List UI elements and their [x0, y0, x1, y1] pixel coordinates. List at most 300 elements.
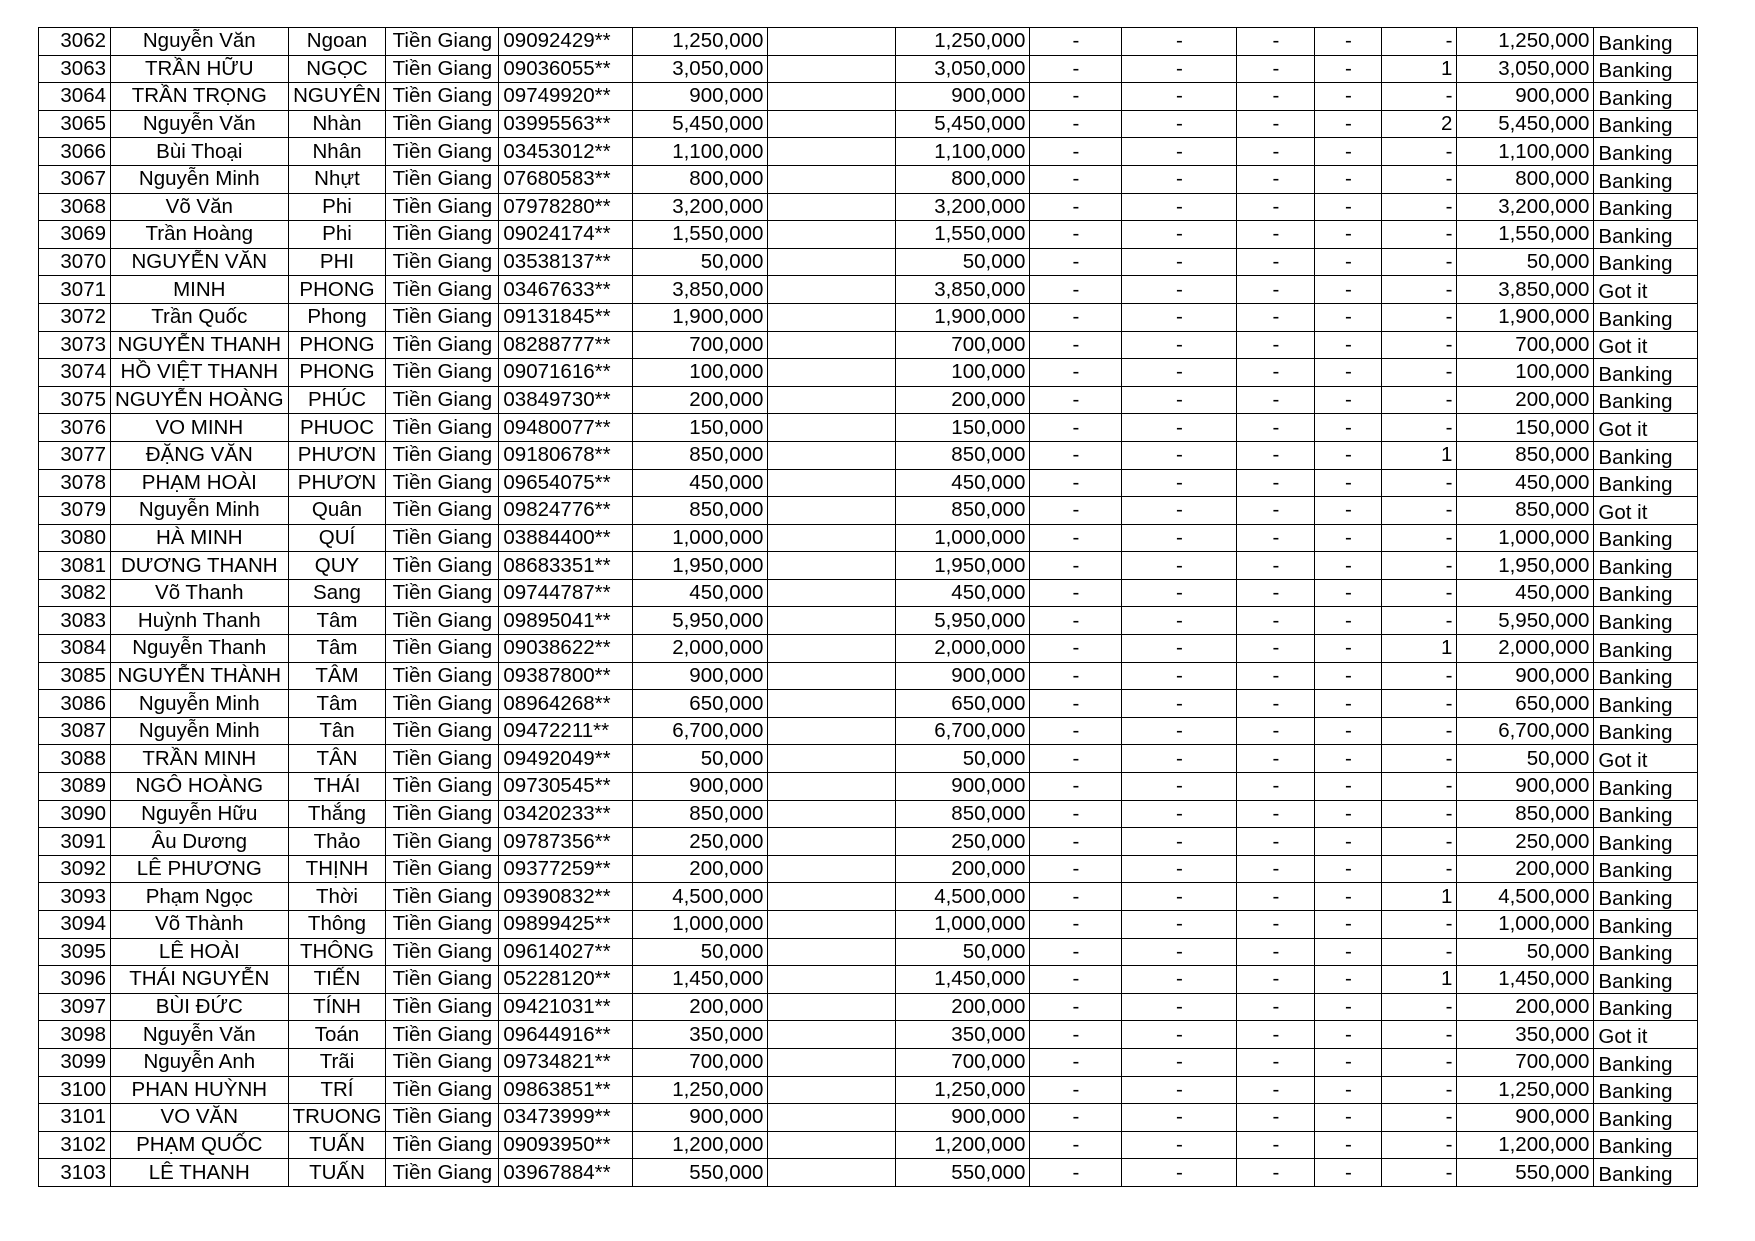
cell-given-name: Phi [288, 221, 386, 249]
cell-surname: NGÔ HOÀNG [111, 773, 289, 801]
table-row [39, 773, 1698, 801]
cell-col-d: - [1315, 386, 1382, 414]
cell-given-name: TRUONG [288, 1104, 386, 1132]
cell-amount-2: 900,000 [896, 773, 1030, 801]
cell-amount: 100,000 [633, 359, 768, 387]
cell-given-name: Toán [288, 1021, 386, 1049]
cell-col-c: - [1237, 497, 1315, 525]
cell-no: 3081 [39, 552, 111, 580]
cell-empty [768, 966, 896, 994]
cell-method: Banking [1594, 55, 1698, 83]
cell-province: Tiền Giang [386, 303, 499, 331]
cell-empty [768, 386, 896, 414]
cell-given-name: Tâm [288, 607, 386, 635]
cell-col-a: - [1030, 1159, 1122, 1187]
cell-method: Banking [1594, 855, 1698, 883]
cell-col-a: - [1030, 1131, 1122, 1159]
cell-phone: 09899425** [499, 911, 633, 939]
cell-amount-2: 900,000 [896, 83, 1030, 111]
cell-amount: 1,900,000 [633, 303, 768, 331]
table-row [39, 911, 1698, 939]
cell-method: Banking [1594, 303, 1698, 331]
cell-col-c: - [1237, 221, 1315, 249]
cell-method: Got it [1594, 497, 1698, 525]
cell-given-name: PHƯƠN [288, 469, 386, 497]
cell-col-b: - [1122, 1131, 1237, 1159]
cell-amount: 700,000 [633, 1048, 768, 1076]
cell-province: Tiền Giang [386, 193, 499, 221]
cell-surname: Võ Thành [111, 911, 289, 939]
cell-no: 3075 [39, 386, 111, 414]
cell-amount-2: 4,500,000 [896, 883, 1030, 911]
cell-count: - [1382, 911, 1457, 939]
cell-count: - [1382, 524, 1457, 552]
cell-amount: 5,950,000 [633, 607, 768, 635]
cell-no: 3068 [39, 193, 111, 221]
cell-col-d: - [1315, 690, 1382, 718]
cell-col-a: - [1030, 386, 1122, 414]
cell-col-b: - [1122, 221, 1237, 249]
cell-amount: 1,550,000 [633, 221, 768, 249]
cell-given-name: NGUYÊN [288, 83, 386, 111]
cell-count: - [1382, 1104, 1457, 1132]
cell-no: 3065 [39, 110, 111, 138]
cell-amount-2: 5,450,000 [896, 110, 1030, 138]
cell-surname: Nguyễn Anh [111, 1048, 289, 1076]
cell-method: Got it [1594, 1021, 1698, 1049]
cell-surname: TRẦN HỮU [111, 55, 289, 83]
cell-col-b: - [1122, 1048, 1237, 1076]
cell-col-d: - [1315, 110, 1382, 138]
cell-col-a: - [1030, 193, 1122, 221]
cell-total: 1,200,000 [1457, 1131, 1594, 1159]
cell-col-d: - [1315, 993, 1382, 1021]
cell-amount: 4,500,000 [633, 883, 768, 911]
cell-col-a: - [1030, 1021, 1122, 1049]
cell-col-b: - [1122, 993, 1237, 1021]
cell-surname: VO VĂN [111, 1104, 289, 1132]
cell-col-a: - [1030, 993, 1122, 1021]
cell-col-d: - [1315, 911, 1382, 939]
cell-phone: 09734821** [499, 1048, 633, 1076]
cell-phone: 09180678** [499, 441, 633, 469]
cell-col-a: - [1030, 441, 1122, 469]
cell-no: 3100 [39, 1076, 111, 1104]
cell-phone: 03884400** [499, 524, 633, 552]
cell-province: Tiền Giang [386, 607, 499, 635]
cell-col-b: - [1122, 83, 1237, 111]
cell-province: Tiền Giang [386, 690, 499, 718]
cell-empty [768, 469, 896, 497]
cell-given-name: QUY [288, 552, 386, 580]
cell-col-d: - [1315, 276, 1382, 304]
cell-province: Tiền Giang [386, 414, 499, 442]
table-row [39, 552, 1698, 580]
cell-surname: BÙI ĐỨC [111, 993, 289, 1021]
cell-col-b: - [1122, 635, 1237, 663]
cell-col-b: - [1122, 524, 1237, 552]
cell-count: 1 [1382, 966, 1457, 994]
cell-col-c: - [1237, 607, 1315, 635]
cell-method: Banking [1594, 221, 1698, 249]
cell-empty [768, 855, 896, 883]
cell-col-b: - [1122, 552, 1237, 580]
cell-col-d: - [1315, 1159, 1382, 1187]
cell-empty [768, 773, 896, 801]
cell-phone: 09390832** [499, 883, 633, 911]
cell-surname: Âu Dương [111, 828, 289, 856]
cell-no: 3086 [39, 690, 111, 718]
cell-amount: 900,000 [633, 1104, 768, 1132]
cell-empty [768, 497, 896, 525]
cell-col-a: - [1030, 745, 1122, 773]
cell-col-a: - [1030, 635, 1122, 663]
cell-count: - [1382, 662, 1457, 690]
cell-no: 3094 [39, 911, 111, 939]
cell-province: Tiền Giang [386, 497, 499, 525]
cell-total: 1,000,000 [1457, 911, 1594, 939]
cell-col-c: - [1237, 28, 1315, 56]
cell-no: 3073 [39, 331, 111, 359]
cell-phone: 08288777** [499, 331, 633, 359]
cell-count: - [1382, 773, 1457, 801]
cell-col-c: - [1237, 359, 1315, 387]
cell-col-c: - [1237, 828, 1315, 856]
cell-col-d: - [1315, 1048, 1382, 1076]
cell-phone: 09421031** [499, 993, 633, 1021]
cell-total: 850,000 [1457, 497, 1594, 525]
cell-col-b: - [1122, 193, 1237, 221]
cell-method: Banking [1594, 552, 1698, 580]
cell-col-c: - [1237, 717, 1315, 745]
cell-given-name: Ngoan [288, 28, 386, 56]
cell-amount-2: 2,000,000 [896, 635, 1030, 663]
cell-col-c: - [1237, 938, 1315, 966]
cell-method: Banking [1594, 28, 1698, 56]
table-row [39, 386, 1698, 414]
cell-col-a: - [1030, 110, 1122, 138]
cell-col-d: - [1315, 855, 1382, 883]
cell-total: 1,250,000 [1457, 28, 1594, 56]
cell-amount-2: 50,000 [896, 938, 1030, 966]
cell-amount: 250,000 [633, 828, 768, 856]
cell-no: 3074 [39, 359, 111, 387]
cell-amount: 50,000 [633, 938, 768, 966]
cell-count: - [1382, 28, 1457, 56]
cell-phone: 09824776** [499, 497, 633, 525]
cell-amount-2: 1,250,000 [896, 28, 1030, 56]
cell-amount-2: 150,000 [896, 414, 1030, 442]
cell-province: Tiền Giang [386, 1076, 499, 1104]
cell-amount: 200,000 [633, 993, 768, 1021]
cell-count: 1 [1382, 883, 1457, 911]
cell-method: Banking [1594, 524, 1698, 552]
cell-col-b: - [1122, 1076, 1237, 1104]
cell-col-d: - [1315, 773, 1382, 801]
cell-method: Got it [1594, 745, 1698, 773]
cell-given-name: Thắng [288, 800, 386, 828]
cell-col-b: - [1122, 1021, 1237, 1049]
cell-phone: 03849730** [499, 386, 633, 414]
cell-given-name: PHUOC [288, 414, 386, 442]
cell-method: Banking [1594, 938, 1698, 966]
cell-total: 1,250,000 [1457, 1076, 1594, 1104]
cell-total: 50,000 [1457, 248, 1594, 276]
cell-total: 850,000 [1457, 441, 1594, 469]
cell-surname: Huỳnh Thanh [111, 607, 289, 635]
cell-count: - [1382, 138, 1457, 166]
cell-col-c: - [1237, 662, 1315, 690]
cell-no: 3078 [39, 469, 111, 497]
cell-count: - [1382, 359, 1457, 387]
cell-col-b: - [1122, 911, 1237, 939]
cell-province: Tiền Giang [386, 1159, 499, 1187]
cell-count: - [1382, 1076, 1457, 1104]
table-row [39, 55, 1698, 83]
cell-count: 1 [1382, 441, 1457, 469]
cell-given-name: PHƯƠN [288, 441, 386, 469]
cell-method: Banking [1594, 441, 1698, 469]
cell-phone: 03473999** [499, 1104, 633, 1132]
cell-amount-2: 1,100,000 [896, 138, 1030, 166]
cell-surname: Nguyễn Minh [111, 717, 289, 745]
cell-col-a: - [1030, 138, 1122, 166]
cell-given-name: THÁI [288, 773, 386, 801]
cell-amount: 50,000 [633, 745, 768, 773]
cell-given-name: PHONG [288, 276, 386, 304]
cell-col-a: - [1030, 607, 1122, 635]
cell-col-d: - [1315, 1131, 1382, 1159]
cell-count: - [1382, 579, 1457, 607]
cell-col-d: - [1315, 441, 1382, 469]
cell-no: 3093 [39, 883, 111, 911]
cell-amount: 1,200,000 [633, 1131, 768, 1159]
cell-phone: 03995563** [499, 110, 633, 138]
cell-count: - [1382, 303, 1457, 331]
cell-phone: 03967884** [499, 1159, 633, 1187]
cell-amount: 1,450,000 [633, 966, 768, 994]
cell-count: - [1382, 717, 1457, 745]
cell-amount: 2,000,000 [633, 635, 768, 663]
cell-amount: 850,000 [633, 800, 768, 828]
cell-col-b: - [1122, 414, 1237, 442]
table-row [39, 276, 1698, 304]
cell-method: Banking [1594, 1159, 1698, 1187]
cell-col-d: - [1315, 938, 1382, 966]
cell-province: Tiền Giang [386, 800, 499, 828]
cell-method: Banking [1594, 1131, 1698, 1159]
cell-col-a: - [1030, 579, 1122, 607]
cell-surname: HÀ MINH [111, 524, 289, 552]
table-row [39, 717, 1698, 745]
cell-col-b: - [1122, 276, 1237, 304]
cell-col-c: - [1237, 331, 1315, 359]
cell-col-a: - [1030, 414, 1122, 442]
cell-province: Tiền Giang [386, 938, 499, 966]
cell-phone: 09071616** [499, 359, 633, 387]
cell-province: Tiền Giang [386, 138, 499, 166]
cell-col-c: - [1237, 773, 1315, 801]
cell-col-b: - [1122, 745, 1237, 773]
cell-col-c: - [1237, 524, 1315, 552]
cell-col-c: - [1237, 386, 1315, 414]
cell-empty [768, 1159, 896, 1187]
cell-col-a: - [1030, 221, 1122, 249]
cell-phone: 09744787** [499, 579, 633, 607]
cell-col-c: - [1237, 993, 1315, 1021]
cell-total: 1,450,000 [1457, 966, 1594, 994]
cell-empty [768, 28, 896, 56]
cell-method: Banking [1594, 635, 1698, 663]
cell-phone: 09024174** [499, 221, 633, 249]
cell-phone: 09787356** [499, 828, 633, 856]
cell-no: 3072 [39, 303, 111, 331]
cell-col-b: - [1122, 165, 1237, 193]
cell-given-name: TIẾN [288, 966, 386, 994]
cell-given-name: NGỌC [288, 55, 386, 83]
cell-phone: 03453012** [499, 138, 633, 166]
cell-amount: 1,950,000 [633, 552, 768, 580]
cell-surname: Nguyễn Minh [111, 497, 289, 525]
cell-amount: 1,000,000 [633, 911, 768, 939]
cell-col-a: - [1030, 497, 1122, 525]
cell-phone: 03420233** [499, 800, 633, 828]
cell-method: Banking [1594, 579, 1698, 607]
cell-total: 900,000 [1457, 773, 1594, 801]
cell-total: 900,000 [1457, 1104, 1594, 1132]
table-row [39, 28, 1698, 56]
cell-col-b: - [1122, 855, 1237, 883]
cell-amount-2: 850,000 [896, 441, 1030, 469]
cell-col-d: - [1315, 165, 1382, 193]
cell-col-b: - [1122, 469, 1237, 497]
cell-phone: 07680583** [499, 165, 633, 193]
cell-given-name: Sang [288, 579, 386, 607]
cell-surname: Nguyễn Văn [111, 110, 289, 138]
cell-given-name: PHONG [288, 359, 386, 387]
cell-given-name: Quân [288, 497, 386, 525]
cell-amount: 650,000 [633, 690, 768, 718]
cell-phone: 09038622** [499, 635, 633, 663]
cell-given-name: Nhàn [288, 110, 386, 138]
cell-col-c: - [1237, 303, 1315, 331]
cell-phone: 03538137** [499, 248, 633, 276]
cell-province: Tiền Giang [386, 1021, 499, 1049]
cell-col-a: - [1030, 773, 1122, 801]
cell-province: Tiền Giang [386, 552, 499, 580]
cell-surname: LÊ HOÀI [111, 938, 289, 966]
cell-method: Banking [1594, 165, 1698, 193]
cell-given-name: TÍNH [288, 993, 386, 1021]
cell-total: 700,000 [1457, 331, 1594, 359]
cell-given-name: Tâm [288, 690, 386, 718]
cell-amount-2: 1,250,000 [896, 1076, 1030, 1104]
cell-province: Tiền Giang [386, 855, 499, 883]
cell-surname: Trần Hoàng [111, 221, 289, 249]
cell-count: - [1382, 165, 1457, 193]
cell-count: 2 [1382, 110, 1457, 138]
cell-empty [768, 165, 896, 193]
cell-amount: 350,000 [633, 1021, 768, 1049]
cell-amount: 200,000 [633, 855, 768, 883]
cell-amount-2: 1,000,000 [896, 911, 1030, 939]
cell-no: 3091 [39, 828, 111, 856]
cell-province: Tiền Giang [386, 55, 499, 83]
cell-method: Banking [1594, 911, 1698, 939]
cell-total: 350,000 [1457, 1021, 1594, 1049]
cell-col-d: - [1315, 966, 1382, 994]
cell-amount-2: 700,000 [896, 1048, 1030, 1076]
cell-col-a: - [1030, 938, 1122, 966]
cell-phone: 09654075** [499, 469, 633, 497]
cell-method: Banking [1594, 248, 1698, 276]
cell-col-a: - [1030, 1048, 1122, 1076]
cell-empty [768, 938, 896, 966]
cell-total: 1,000,000 [1457, 524, 1594, 552]
cell-no: 3095 [39, 938, 111, 966]
cell-total: 550,000 [1457, 1159, 1594, 1187]
cell-empty [768, 717, 896, 745]
cell-total: 1,100,000 [1457, 138, 1594, 166]
cell-amount-2: 100,000 [896, 359, 1030, 387]
cell-empty [768, 745, 896, 773]
cell-count: - [1382, 1131, 1457, 1159]
cell-col-b: - [1122, 883, 1237, 911]
cell-amount: 3,200,000 [633, 193, 768, 221]
cell-method: Banking [1594, 1048, 1698, 1076]
cell-surname: Nguyễn Minh [111, 690, 289, 718]
cell-amount: 1,250,000 [633, 1076, 768, 1104]
cell-surname: Phạm Ngọc [111, 883, 289, 911]
cell-col-d: - [1315, 800, 1382, 828]
cell-given-name: PHI [288, 248, 386, 276]
cell-surname: PHAN HUỲNH [111, 1076, 289, 1104]
cell-total: 50,000 [1457, 745, 1594, 773]
cell-count: - [1382, 248, 1457, 276]
cell-given-name: TÂM [288, 662, 386, 690]
cell-surname: Nguyễn Thanh [111, 635, 289, 663]
cell-col-a: - [1030, 552, 1122, 580]
cell-count: - [1382, 1021, 1457, 1049]
cell-amount: 450,000 [633, 469, 768, 497]
cell-province: Tiền Giang [386, 717, 499, 745]
table-row [39, 579, 1698, 607]
cell-surname: Nguyễn Văn [111, 28, 289, 56]
cell-no: 3099 [39, 1048, 111, 1076]
cell-count: - [1382, 1159, 1457, 1187]
cell-given-name: TRÍ [288, 1076, 386, 1104]
cell-col-d: - [1315, 193, 1382, 221]
cell-given-name: TÂN [288, 745, 386, 773]
cell-col-c: - [1237, 276, 1315, 304]
cell-amount-2: 200,000 [896, 855, 1030, 883]
cell-phone: 09472211** [499, 717, 633, 745]
cell-count: - [1382, 828, 1457, 856]
cell-no: 3063 [39, 55, 111, 83]
cell-col-a: - [1030, 28, 1122, 56]
cell-amount-2: 50,000 [896, 248, 1030, 276]
cell-empty [768, 303, 896, 331]
table-row [39, 469, 1698, 497]
cell-surname: Trần Quốc [111, 303, 289, 331]
cell-count: - [1382, 800, 1457, 828]
table-row [39, 359, 1698, 387]
cell-surname: Nguyễn Minh [111, 165, 289, 193]
cell-col-b: - [1122, 110, 1237, 138]
table-row [39, 1159, 1698, 1187]
cell-surname: NGUYỄN THÀNH [111, 662, 289, 690]
cell-amount: 450,000 [633, 579, 768, 607]
